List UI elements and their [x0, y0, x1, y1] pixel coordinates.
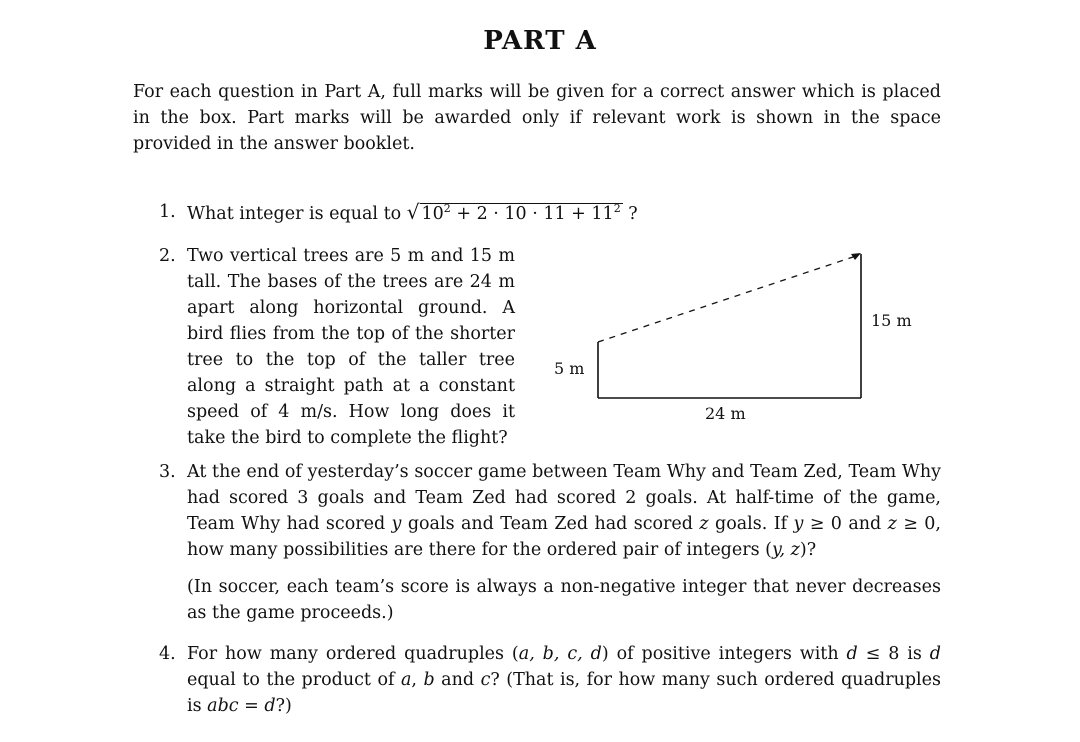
- term-exponent: 2: [443, 202, 451, 216]
- question-3-note: (In soccer, each team’s score is always a non-negative integer that never decreases as the game proceeds.): [187, 577, 941, 623]
- radicand: [420, 203, 623, 224]
- question-3: [159, 459, 941, 569]
- question-number: 2.: [159, 246, 176, 266]
- question-text: [187, 641, 941, 719]
- term-exponent: 2: [613, 202, 621, 216]
- square-root-expression: [407, 199, 623, 227]
- math-var: b: [423, 670, 435, 690]
- math-tuple: a, b, c, d: [518, 644, 602, 664]
- text-run: ) of positive integers with: [601, 644, 847, 664]
- term-base: 11: [591, 204, 614, 224]
- text-run: and: [434, 670, 481, 690]
- math-pair: y, z: [771, 540, 800, 560]
- math-expr: abc: [207, 696, 239, 716]
- text-run: )?: [799, 540, 817, 560]
- math-var: d: [929, 644, 941, 664]
- math-var: d: [846, 644, 858, 664]
- text-run: goals. If: [708, 514, 794, 534]
- question-number: 1.: [159, 202, 176, 222]
- instructions-paragraph: For each question in Part A, full marks will be given for a correct answer which is placed in the box. Part marks will be awarded only if relevant work is shown in the space provided in the answer booklet.: [133, 82, 941, 154]
- math-var: c: [480, 670, 491, 690]
- math-var: a: [400, 670, 412, 690]
- text-run: goals and Team Zed had scored: [401, 514, 700, 534]
- radical-sign: √: [406, 200, 420, 224]
- question-prefix: What integer is equal to: [187, 204, 402, 224]
- question-text: [187, 459, 941, 563]
- question-suffix: ?: [622, 204, 638, 224]
- trees-diagram: [540, 240, 920, 430]
- text-run: ≤ 8 is: [857, 644, 930, 664]
- flight-path-dashed: [598, 256, 856, 342]
- text-run: ,: [411, 670, 424, 690]
- math-var: z: [699, 514, 709, 534]
- question-2: [159, 243, 519, 453]
- question-4: [159, 641, 941, 721]
- text-run: ≥ 0 and: [803, 514, 888, 534]
- math-var: y: [793, 514, 804, 534]
- question-text: [187, 199, 638, 227]
- question-text: Two vertical trees are 5 m and 15 m tall. The bases of the trees are 24 m apart along horizontal ground. A bird flies from the top of the shorter tree to the top of the taller tree along a straight path at a constant speed of 4 m/s. How long does it take the bird to complete the flight?: [187, 246, 515, 448]
- text-run: =: [238, 696, 265, 716]
- text-run: For how many ordered quadruples (: [187, 644, 519, 664]
- base-label: 24 m: [705, 404, 746, 423]
- tall-tree-label: 15 m: [871, 311, 912, 330]
- page-title: PART A: [483, 26, 597, 56]
- middle-terms: + 2 · 10 · 11 +: [450, 204, 592, 224]
- short-tree-label: 5 m: [554, 359, 585, 378]
- text-run: ? (That is, for how many such ordered quadruples is: [187, 670, 941, 716]
- text-run: At the end of yesterday’s soccer game between Team Why and Team Zed, Team Why had scored 3 goals and Team Zed had scored 2 goals. At half-time of the game, Team Why had scored: [187, 462, 941, 534]
- term-base: 10: [421, 204, 444, 224]
- question-number: 4.: [159, 644, 176, 664]
- math-var: z: [887, 514, 897, 534]
- question-number: 3.: [159, 462, 176, 482]
- math-var: d: [264, 696, 276, 716]
- text-run: equal to the product of: [187, 670, 401, 690]
- text-run: ?): [275, 696, 292, 716]
- math-var: y: [391, 514, 402, 534]
- text-run: ≥ 0, how many possibilities are there for the ordered pair of integers (: [187, 514, 941, 560]
